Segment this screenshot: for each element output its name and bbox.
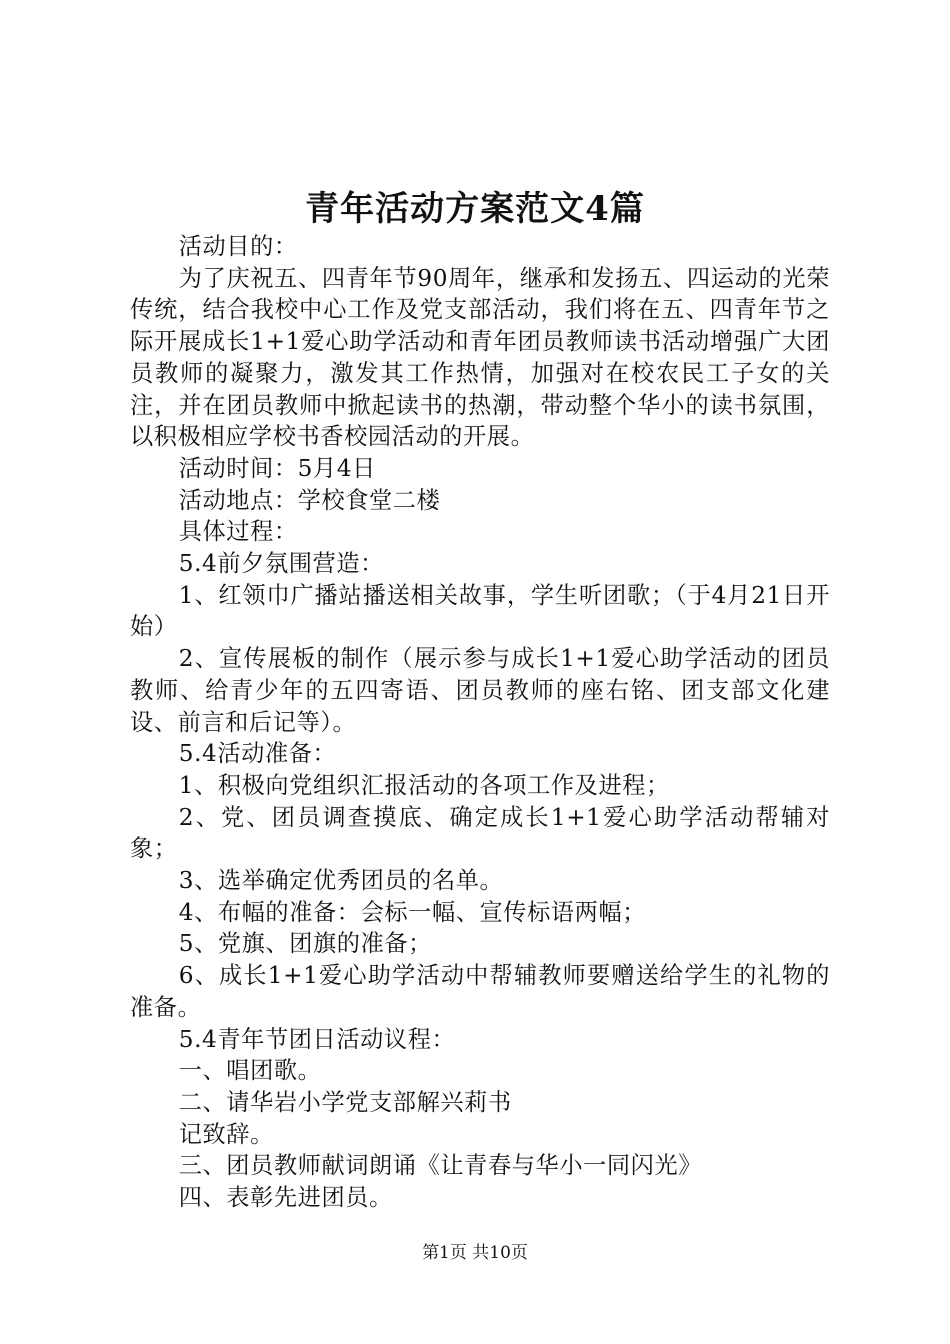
paragraph: 三、团员教师献词朗诵《让青春与华小一同闪光》 [178, 1152, 703, 1180]
paragraph: 6、成长1+1爱心助学活动中帮辅教师要赠送给学生的礼物的准备。 [130, 962, 830, 1021]
paragraph: 活动目的： [178, 233, 298, 260]
document-body [130, 231, 830, 1214]
paragraph: 为了庆祝五、四青年节90周年，继承和发扬五、四运动的光荣传统，结合我校中心工作及党支部活动，我们将在五、四青年节之际开展成长1+1爱心助学活动和青年团员教师读书活动增强广大团员教师的凝聚力，激发其工作热情，加强对在校农民工子女的关注，并在团员教师中掀起读书的热潮，带动整个华小的读书氛围，以积极相应学校书香校园活动的开展。 [130, 264, 830, 451]
paragraph: 2、宣传展板的制作（展示参与成长1+1爱心助学活动的团员教师、给青少年的五四寄语、团员教师的座右铭、团支部文化建设、前言和后记等）。 [130, 645, 830, 736]
paragraph: 5、党旗、团旗的准备； [178, 930, 432, 958]
paragraph: 4、布幅的准备：会标一幅、宣传标语两幅； [178, 898, 647, 926]
paragraph: 一、唱团歌。 [178, 1057, 322, 1085]
paragraph: 四、表彰先进团员。 [178, 1184, 393, 1212]
paragraph: 3、选举确定优秀团员的名单。 [178, 867, 504, 895]
page-footer: 第1页 共10页 [422, 1243, 528, 1263]
paragraph: 活动地点：学校食堂二楼 [178, 486, 441, 514]
paragraph: 1、积极向党组织汇报活动的各项工作及进程； [178, 771, 670, 799]
paragraph: 记致辞。 [178, 1120, 274, 1148]
paragraph: 5.4活动准备： [178, 740, 337, 768]
paragraph: 5.4前夕氛围营造： [178, 550, 384, 578]
paragraph: 活动时间：5月4日 [178, 454, 376, 482]
document-title: 青年活动方案范文4篇 [305, 189, 645, 229]
paragraph: 二、请华岩小学党支部解兴莉书 [178, 1088, 512, 1116]
paragraph: 2、党、团员调查摸底、确定成长1+1爱心助学活动帮辅对象； [130, 803, 830, 863]
paragraph: 5.4青年节团日活动议程： [178, 1025, 456, 1053]
paragraph: 具体过程： [178, 518, 298, 546]
paragraph: 1、红领巾广播站播送相关故事，学生听团歌；（于4月21日开始） [130, 581, 830, 641]
